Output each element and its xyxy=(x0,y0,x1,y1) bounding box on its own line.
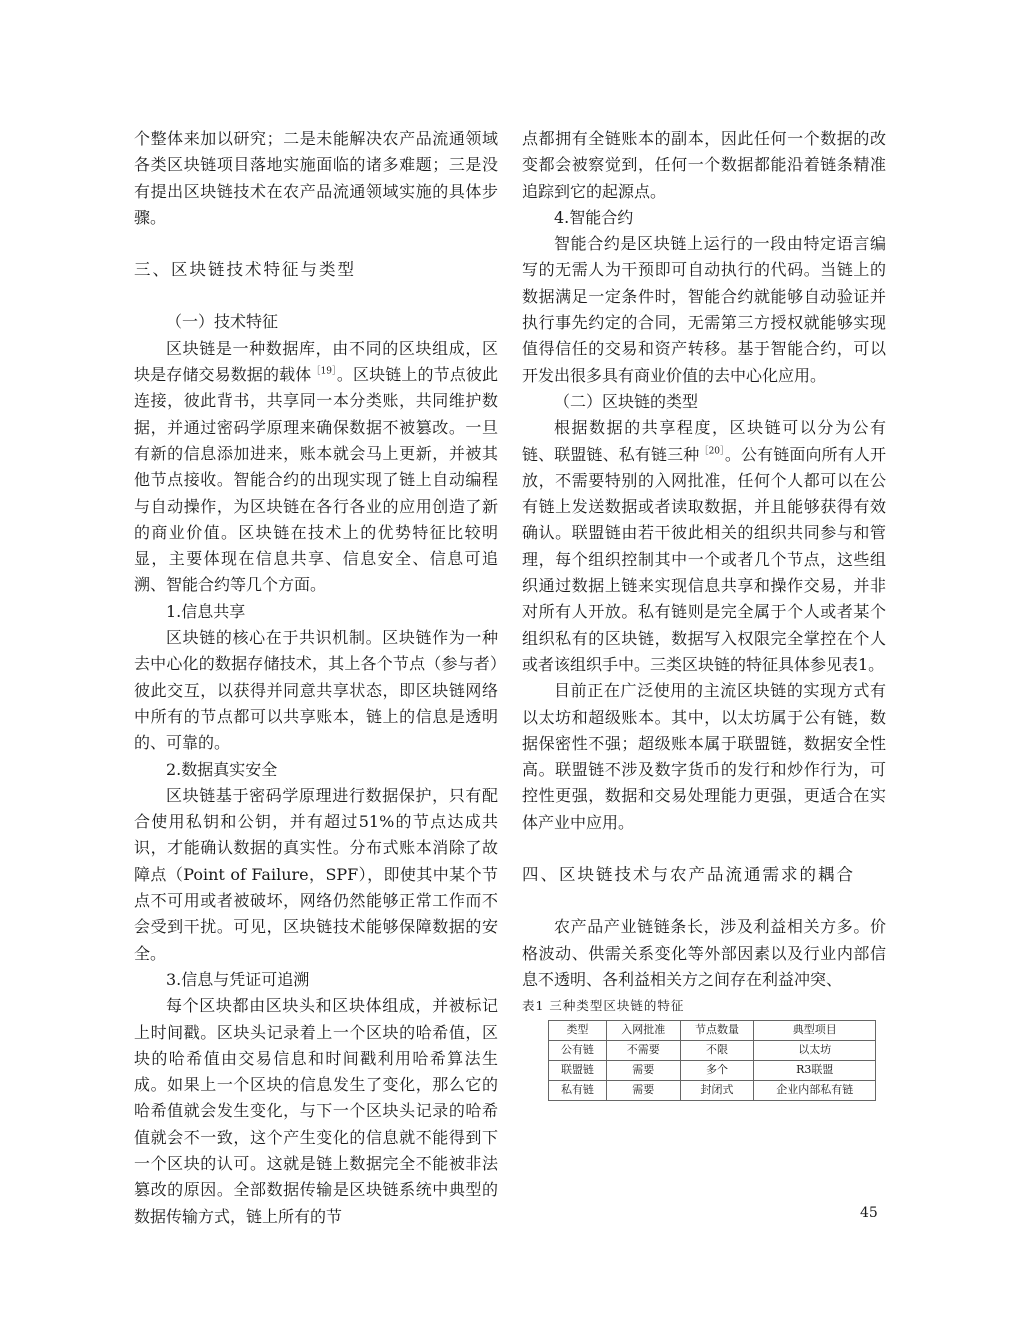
subsection-1-heading: （一）技术特征 xyxy=(166,312,279,332)
table-header-cell: 节点数量 xyxy=(680,1020,754,1040)
table-header-cell: 入网批准 xyxy=(606,1020,680,1040)
page-number: 45 xyxy=(860,1205,878,1221)
types-paragraph: 根据数据的共享程度，区块链可以分为公有链、联盟链、私有链三种$^{[20]}$。公有链面向所有人开放，不需要特别的入网批准，任何个人都可以在公有链上发送数据或者读取数据，并且能够获得有效确认。联盟链由若干彼此相关的组织共同参与和管理，每个组织控制其中一个或者几个节点，这些组织通过数据上链来实现信息共享和操作交易，并非对所有人开放。私有链则是完全属于个人或者某个组织私有的区块链，数据写入权限完全掌控在个人或者该组织手中。三类区块链的特征具体参见表1。 xyxy=(522,418,886,674)
subsection-2-heading: （二）区块链的类型 xyxy=(554,391,699,411)
trace-paragraph: 每个区块都由区块头和区块体组成，并被标记上时间戳。区块头记录着上一个区块的哈希值，区块的哈希值由交易信息和时间戳利用哈希算法生成。如果上一个区块的信息发生了变化，那么它的哈希值就会发生变化，与下一个区块头记录的哈希值就会不一致，这个产生变化的信息就不能得到下一个区块的认可。这就是链上数据完全不能被非法篡改的原因。全部数据传输是区块链系统中典型的数据传输方式，链上所有的节 xyxy=(134,996,498,1226)
table-cell: 企业内部私有链 xyxy=(754,1080,876,1100)
coupling-paragraph: 农产品产业链链条长，涉及利益相关方多。价格波动、供需关系变化等外部因素以及行业内部信息不透明、各利益相关方之间存在利益冲突、 xyxy=(522,917,886,989)
mainstream-paragraph: 目前正在广泛使用的主流区块链的实现方式有以太坊和超级账本。其中，以太坊属于公有链，数据保密性不强；超级账本属于联盟链，数据安全性高。联盟链不涉及数字货币的发行和炒作行为，可控性更强，数据和交易处理能力更强，更适合在实体产业中应用。 xyxy=(522,681,886,832)
table-cell: 多个 xyxy=(680,1060,754,1080)
info-share-paragraph: 区块链的核心在于共识机制。区块链作为一种去中心化的数据存储技术，其上各个节点（参与者）彼此交互，以获得并同意共享状态，即区块链网络中所有的节点都可以共享账本，链上的信息是透明的、可靠的。 xyxy=(134,628,498,753)
table-cell: 私有链 xyxy=(549,1080,607,1100)
table-cell: 需要 xyxy=(606,1080,680,1100)
table-row xyxy=(549,1080,876,1100)
trace-continued-paragraph: 点都拥有全链账本的副本，因此任何一个数据的改变都会被察觉到，任何一个数据都能沿着链条精准追踪到它的起源点。 xyxy=(522,129,886,201)
table-header-cell: 典型项目 xyxy=(754,1020,876,1040)
table-row xyxy=(549,1060,876,1080)
citation-19: ［19］ xyxy=(311,366,337,377)
table-cell: 需要 xyxy=(606,1060,680,1080)
section-3-heading: 三、区块链技术特征与类型 xyxy=(134,260,356,280)
table-cell: 封闭式 xyxy=(680,1080,754,1100)
trace-heading: 3.信息与凭证可追溯 xyxy=(166,969,310,989)
table-header-cell: 类型 xyxy=(549,1020,607,1040)
table-header-row xyxy=(549,1020,876,1040)
section-4-heading: 四、区块链技术与农产品流通需求的耦合 xyxy=(522,865,855,885)
table-cell: R3联盟 xyxy=(754,1060,876,1080)
table-cell: 公有链 xyxy=(549,1040,607,1060)
table-cell: 不需要 xyxy=(606,1040,680,1060)
tech-features-paragraph: 区块链是一种数据库，由不同的区块组成，区块是存储交易数据的载体$^{[19]}$。区块链上的节点彼此连接，彼此背书，共享同一本分类账，共同维护数据，并通过密码学原理来确保数据不被篡改。一旦有新的信息添加进来，账本就会马上更新，并被其他节点接收。智能合约的出现实现了链上自动编程与自动操作，为区块链在各行各业的应用创造了新的商业价值。区块链在技术上的优势特征比较明显，主要体现在信息共享、信息安全、信息可追溯、智能合约等几个方面。 xyxy=(134,338,498,595)
right-column xyxy=(522,126,886,1101)
table-cell: 联盟链 xyxy=(549,1060,607,1080)
table-cell: 以太坊 xyxy=(754,1040,876,1060)
smart-contract-heading: 4.智能合约 xyxy=(554,207,634,227)
left-column xyxy=(134,126,498,1230)
citation-20: ［20］ xyxy=(699,446,725,457)
smart-contract-paragraph: 智能合约是区块链上运行的一段由特定语言编写的无需人为干预即可自动执行的代码。当链上的数据满足一定条件时，智能合约就能够自动验证并执行事先约定的合同，无需第三方授权就能够实现值得信任的交易和资产转移。基于智能合约，可以开发出很多具有商业价值的去中心化应用。 xyxy=(522,234,886,385)
intro-paragraph: 个整体来加以研究；二是未能解决农产品流通领域各类区块链项目落地实施面临的诸多难题；三是没有提出区块链技术在农产品流通领域实施的具体步骤。 xyxy=(134,129,498,227)
data-safe-heading: 2.数据真实安全 xyxy=(166,759,278,779)
info-share-heading: 1.信息共享 xyxy=(166,601,246,621)
data-safe-paragraph: 区块链基于密码学原理进行数据保护，只有配合使用私钥和公钥，并有超过51%的节点达成共识，才能确认数据的真实性。分布式账本消除了故障点（Point of Failure，SPF），即使其中某个节点不可用或者被破坏，网络仍然能够正常工作而不会受到干扰。可见，区块链技术能够保障数据的安全。 xyxy=(134,785,498,963)
table-cell: 不限 xyxy=(680,1040,754,1060)
table-row xyxy=(549,1040,876,1060)
table-caption: 表1 三种类型区块链的特征 xyxy=(522,998,685,1014)
blockchain-types-table xyxy=(548,1020,876,1101)
